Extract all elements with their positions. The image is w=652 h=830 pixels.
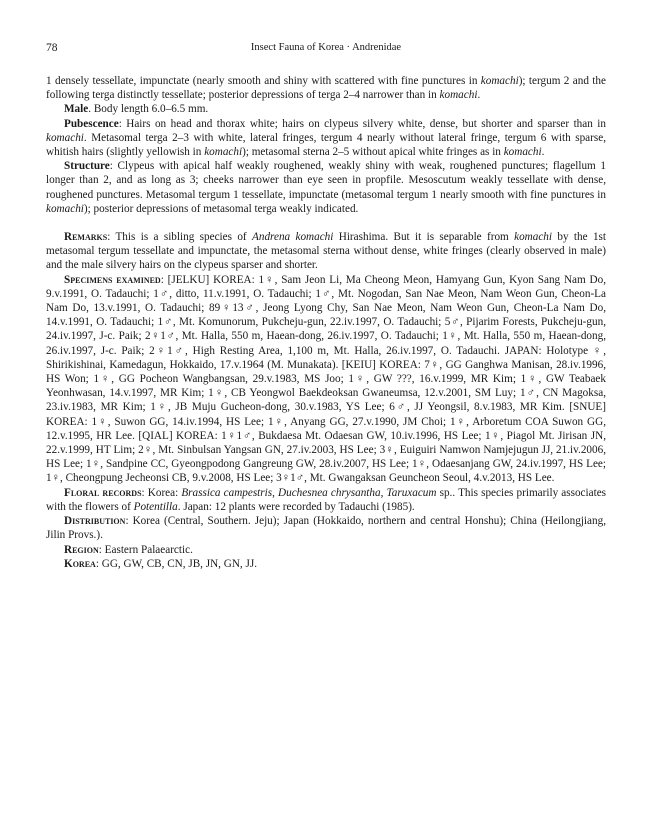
- text-run: : Korea:: [141, 486, 182, 499]
- text-run: : Korea (Central, Southern. Jeju); Japan (Hokkaido, northern and central Honshu); China (Heilongjiang, Jilin Provs.).: [46, 515, 606, 542]
- text-run: : Clypeus with apical half weakly roughened, weakly shiny with weak, roughened punctures; flagellum 1 longer than 2, and as long as 3; cheeks narrower than eye seen in propfile. Mesoscutum weakly tessellate with dense, roughened punctures. Metasomal tergum 1 tessellate, impunctate (metasomal tergum 1 nearly smooth with fine punctures in: [46, 160, 606, 201]
- pubescence-paragraph: [46, 117, 606, 160]
- text-run: .: [541, 146, 545, 159]
- italic-taxon: komachi: [46, 131, 84, 144]
- text-run: .: [477, 89, 481, 102]
- specimens-examined-paragraph: [46, 273, 606, 486]
- section-label: Region: [64, 543, 99, 556]
- text-run: . Japan: 12 plants were recorded by Tadauchi (1985).: [177, 500, 415, 513]
- italic-taxon: komachi: [480, 75, 519, 87]
- section-label: Distribution: [64, 515, 126, 528]
- distribution-paragraph: [46, 514, 606, 542]
- text-run: . Metasomal terga 2–3 with white, lateral fringes, tergum 4 nearly without lateral fringe, tergum 6 with sparse, whitish hairs (slightly yellowish in: [46, 131, 606, 159]
- section-spacer: [46, 216, 606, 230]
- section-label: Remarks: [64, 231, 108, 244]
- italic-taxon: komachi: [503, 146, 542, 159]
- page-body: [46, 74, 606, 571]
- text-run: ,: [272, 486, 279, 499]
- text-run: 1 densely tessellate, impunctate (nearly smooth and shiny with scattered with fine punctures in: [46, 75, 481, 87]
- page-number: 78: [46, 42, 58, 54]
- text-run: ,: [380, 486, 387, 499]
- section-label: Floral records: [64, 486, 142, 499]
- italic-taxon: komachi: [204, 146, 243, 159]
- remarks-paragraph: [46, 230, 606, 273]
- structure-paragraph: [46, 159, 606, 216]
- text-run: Hirashima. But it is separable from: [333, 231, 515, 244]
- female-description-continued: [46, 74, 606, 102]
- text-run: ); posterior depressions of metasomal terga weakly indicated.: [83, 202, 359, 215]
- italic-taxon: Brassica campestris: [181, 486, 273, 499]
- section-label: Korea: [64, 557, 96, 570]
- text-run: sp.. This species primarily associates with the flowers of: [46, 486, 607, 513]
- subsection-label: Pubescence: [64, 117, 119, 130]
- text-run: ); metasomal sterna 2–5 without apical white fringes as in: [242, 146, 504, 159]
- page-header: [46, 42, 606, 56]
- floral-records-paragraph: [46, 486, 606, 514]
- subsection-label: Male: [64, 103, 89, 116]
- korea-provinces-paragraph: [46, 557, 606, 571]
- text-run: by the 1st metasomal tergum tessellate and impunctate, the metasomal sterna without dense, white fringes (clearly observed in male) and the male silvery hairs on the clypeus sparser and shorter.: [46, 231, 606, 272]
- italic-taxon: Andrena komachi: [252, 231, 334, 244]
- italic-taxon: Potentilla: [133, 500, 178, 513]
- section-label: Specimens examined: [64, 273, 161, 286]
- region-paragraph: [46, 543, 606, 557]
- text-run: : [JELKU] KOREA: 1♀, Sam Jeon Li, Ma Cheong Meon, Hamyang Gun, Kyon Sang Nam Do, 9.v.1991, O. Tadauchi; 1♂, ditto, 11.v.1991, O. Tadauchi; 1♂, Mt. Nogodan, San Nae Meon, Nam Weon Gun, Cheon-La Nam Do, 13.v.1991, O. Tadauchi; 89♀13♂, Jeong Lyong Chy, San Nae Meon, Nam Weon Gun, Cheon-La Nam Do, 14.v.1991, O. Tadauchi; 1♂, Mt. Komunorum, Pukcheju-gun, 22.iv.1997, O. Tadauchi; 5♂, Pijarim Forests, Pukcheju-gun, 24.iv.1997, J-c. Paik; 2♀1♂, Mt. Halla, 550 m, Haean-dong, 26.iv.1997, O. Tadauchi; 1♀, Mt. Halla, 550 m, Haean-dong, 26.iv.1997, J-c. Paik; 2♀1♂, High Resting Area, 1,100 m, Mt. Halla, 26.iv.1997, O. Tadauchi. JAPAN: Holotype ♀, Shirikishinai, Kamedagun, Hokkaido, 17.v.1964 (M. Munakata). [KEIU] KOREA: 7♀, GG Ganghwa Manisan, 28.iv.1996, HS Won; 1♀, GG Pocheon Wangbangsan, 29.v.1983, MS Joo; 1♀, GW ???, 16.v.1999, MR Kim; 1♀, GW Teabaek Yeonhwasan, 14.v.1997, MR Kim; 1♀, CB Yeongwol Baekdeoksan Gwaneumsa, 12.v.2001, SM Luy; 1♂, CN Magoksa, 23.iv.1983, MR Kim; 1♀, JB Muju Gucheon-dong, 30.v.1983, YS Lee; 6♂, JJ Yeongsil, 8.v.1983, MR Kim. [SNUE] KOREA: 1♀, Suwon GG, 14.iv.1994, HS Lee; 1♀, Anyang GG, 27.v.1990, JM Choi; 1♀, Arboretum COA Suwon GG, 12.v.1995, HR Lee. [QIAL] KOREA: 1♀1♂, Bukdaesa Mt. Odaesan GW, 10.iv.1996, HS Lee; 1♀, Piagol Mt. Jirisan JN, 22.v.1999, HT Lim; 2♀, Mt. Sinbulsan Yangsan GN, 27.iv.2003, HS Lee; 3♀, Euiguiri Namwon Namjejugun JJ, 21.iv.2006, HS Lee; 1♀, Sandpine CC, Gyeongpodong Gangreung GW, 28.iv.2007, HS Lee; 1♀, Odaesanjang GW, 24.iv.1997, HS Lee; 1♀, Cheongpung Jecheonsi CB, 9.v.2008, HS Lee; 3♀1♂, Mt. Gwangaksan Geuncheon Seoul, 4.v.2013, HS Lee.: [46, 273, 606, 485]
- italic-taxon: komachi: [46, 202, 84, 215]
- subsection-label: Structure: [64, 160, 110, 173]
- italic-taxon: komachi: [439, 89, 478, 102]
- text-run: : Hairs on head and thorax white; hairs on clypeus silvery white, dense, but shorter and sparser than in: [118, 117, 606, 130]
- text-run: . Body length 6.0–6.5 mm.: [88, 103, 209, 116]
- text-run: : Eastern Palaearctic.: [98, 543, 193, 556]
- running-title: Insect Fauna of Korea · Andrenidae: [250, 42, 402, 53]
- text-run: : GG, GW, CB, CN, JB, JN, GN, JJ.: [95, 557, 258, 570]
- italic-taxon: Taruxacum: [386, 486, 437, 499]
- text-run: : This is a sibling species of: [107, 231, 253, 244]
- italic-taxon: komachi: [514, 231, 553, 244]
- text-run: ); tergum 2 and the following terga distinctly tessellate; posterior depressions of terga 2–4 narrower than in: [46, 75, 606, 102]
- italic-taxon: Duchesnea chrysantha: [278, 486, 381, 499]
- male-heading-paragraph: [46, 102, 606, 116]
